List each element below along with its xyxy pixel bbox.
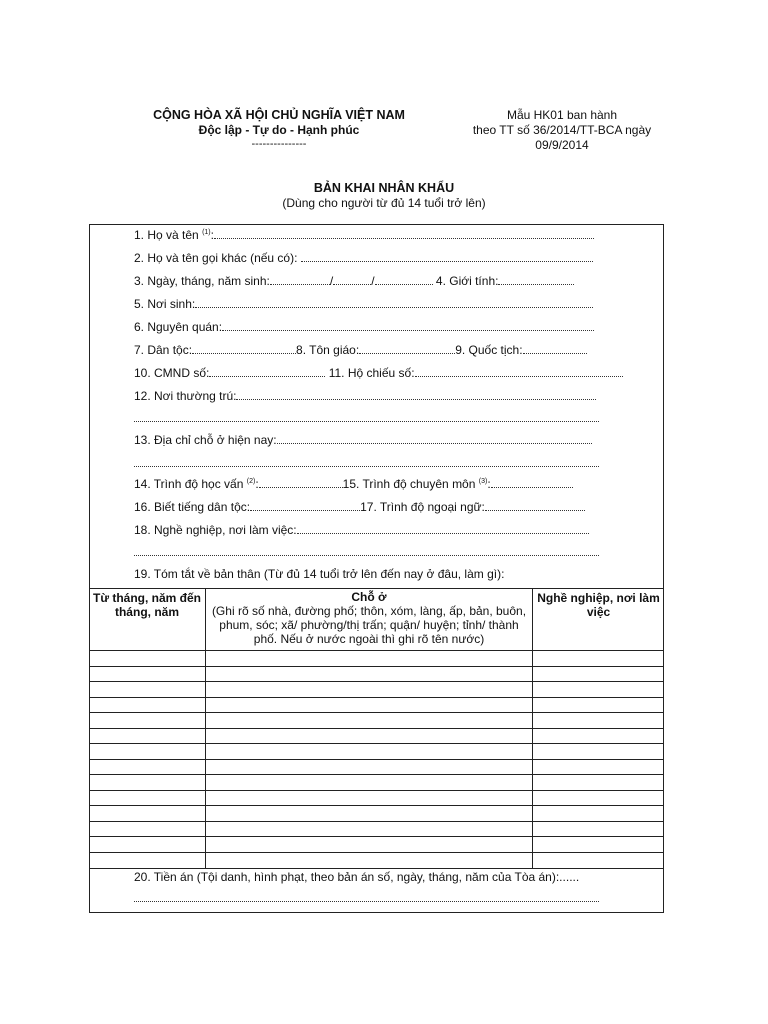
fill-line[interactable]: [333, 275, 371, 285]
fill-line[interactable]: [359, 344, 455, 354]
fill-line[interactable]: [297, 524, 589, 534]
field-full-name[interactable]: [134, 228, 594, 242]
fill-line[interactable]: [415, 367, 623, 377]
field-label: 9. Quốc tịch:: [455, 343, 523, 357]
national-header: [150, 108, 408, 150]
field-label: 8. Tôn giáo:: [296, 343, 360, 357]
fill-line[interactable]: [523, 344, 587, 354]
form-reference: [462, 108, 662, 153]
label-colon: :: [210, 228, 214, 242]
fill-line-continued[interactable]: [134, 554, 599, 556]
table-row[interactable]: [89, 666, 664, 667]
table-row[interactable]: [89, 681, 664, 682]
fill-line[interactable]: [301, 252, 593, 262]
field-label: 4. Giới tính:: [435, 274, 499, 288]
form-code: Mẫu HK01 ban hành: [506, 108, 618, 122]
label-colon: :: [487, 477, 491, 491]
field-other-name[interactable]: [134, 251, 593, 265]
field-label: 1. Họ và tên: [134, 228, 199, 242]
field-label: 11. Hộ chiếu số:: [328, 366, 415, 380]
fill-line[interactable]: [222, 321, 594, 331]
fill-line[interactable]: [485, 501, 585, 511]
table-row[interactable]: [89, 774, 664, 775]
fill-line[interactable]: [270, 275, 330, 285]
date-separator: /: [371, 274, 375, 288]
field-label: 18. Nghề nghiệp, nơi làm việc:: [134, 523, 297, 537]
table-header-residence-note: (Ghi rõ số nhà, đường phố; thôn, xóm, làng, ấp, bản, buôn, phum, sóc; xã/ phường/thị trấn; quận/ huyện; tỉnh/ thành phố. Nếu ở nước ngoài thì ghi rõ tên nước): [211, 604, 527, 646]
field-label: 16. Biết tiếng dân tộc:: [134, 500, 251, 514]
field-label: 13. Địa chỉ chỗ ở hiện nay:: [134, 433, 277, 447]
field-current-address[interactable]: [134, 433, 592, 447]
field-dob-gender[interactable]: [134, 274, 574, 288]
fill-line[interactable]: [192, 344, 296, 354]
fill-line[interactable]: [236, 390, 596, 400]
field-label: 2. Họ và tên gọi khác (nếu có):: [134, 251, 298, 265]
form-date: 09/9/2014: [535, 138, 589, 152]
table-row[interactable]: [89, 728, 664, 729]
table-row[interactable]: [89, 650, 664, 651]
footnote-marker: (1): [202, 229, 211, 236]
field-label: 17. Trình độ ngoại ngữ:: [360, 500, 485, 514]
national-motto: Độc lập - Tự do - Hạnh phúc: [198, 123, 360, 137]
field-label: 5. Nơi sinh:: [134, 297, 196, 311]
table-bottom-border: [89, 868, 664, 869]
field-summary-heading: [134, 567, 504, 581]
fill-line-continued[interactable]: [134, 420, 599, 422]
fill-line[interactable]: [250, 501, 360, 511]
fill-line[interactable]: [209, 367, 325, 377]
field-origin[interactable]: [134, 320, 594, 334]
table-header-residence-title: Chỗ ở: [351, 590, 387, 604]
form-regulation: theo TT số 36/2014/TT-BCA ngày: [472, 123, 652, 137]
field-id-passport[interactable]: [134, 366, 623, 380]
national-title: CỘNG HÒA XÃ HỘI CHỦ NGHĨA VIỆT NAM: [153, 108, 405, 122]
field-label: 15. Trình độ chuyên môn: [342, 477, 476, 491]
fill-line[interactable]: [277, 434, 592, 444]
fill-line[interactable]: [491, 478, 573, 488]
field-permanent-address[interactable]: [134, 389, 596, 403]
field-label: 10. CMND số:: [134, 366, 210, 380]
table-row[interactable]: [89, 836, 664, 837]
field-occupation[interactable]: [134, 523, 589, 537]
fill-line-continued[interactable]: [134, 900, 599, 902]
field-education-profession[interactable]: [134, 477, 573, 491]
field-label: 6. Nguyên quán:: [134, 320, 223, 334]
fill-line[interactable]: [214, 229, 594, 239]
field-birthplace[interactable]: [134, 297, 593, 311]
table-row[interactable]: [89, 805, 664, 806]
table-header-residence: [206, 590, 532, 646]
table-row[interactable]: [89, 790, 664, 791]
fill-line[interactable]: [498, 275, 574, 285]
field-label: 20. Tiền án (Tội danh, hình phạt, theo bản án số, ngày, tháng, năm của Tòa án):......: [134, 870, 580, 884]
field-ethnic-religion-nationality[interactable]: [134, 343, 587, 357]
form-subtitle: (Dùng cho người từ đủ 14 tuổi trở lên): [282, 196, 486, 210]
field-label: 3. Ngày, tháng, năm sinh:: [134, 274, 270, 288]
table-header-period: Từ tháng, năm đến tháng, năm: [92, 591, 202, 619]
label-colon: :: [255, 477, 259, 491]
table-row[interactable]: [89, 852, 664, 853]
form-title: BẢN KHAI NHÂN KHẨU: [313, 181, 455, 195]
fill-line[interactable]: [195, 298, 593, 308]
field-label: 14. Trình độ học vấn: [134, 477, 244, 491]
field-languages[interactable]: [134, 500, 585, 514]
table-row[interactable]: [89, 697, 664, 698]
date-separator: /: [329, 274, 334, 288]
fill-line[interactable]: [259, 478, 343, 488]
footnote-marker: (3): [478, 478, 488, 485]
table-row[interactable]: [89, 743, 664, 744]
fill-line-continued[interactable]: [134, 465, 599, 467]
table-header-occupation: Nghề nghiệp, nơi làm việc: [537, 591, 660, 619]
fill-line[interactable]: [375, 275, 433, 285]
table-row[interactable]: [89, 759, 664, 760]
field-label: 19. Tóm tắt về bản thân (Từ đủ 14 tuổi trở lên đến nay ở đâu, làm gì):: [134, 567, 505, 581]
field-label: 12. Nơi thường trú:: [134, 389, 237, 403]
field-label: 7. Dân tộc:: [134, 343, 193, 357]
field-criminal-record[interactable]: [134, 870, 579, 884]
header-divider: ---------------: [251, 138, 307, 150]
table-row[interactable]: [89, 821, 664, 822]
table-top-border: [89, 588, 664, 589]
table-row[interactable]: [89, 712, 664, 713]
footnote-marker: (2): [246, 478, 256, 485]
